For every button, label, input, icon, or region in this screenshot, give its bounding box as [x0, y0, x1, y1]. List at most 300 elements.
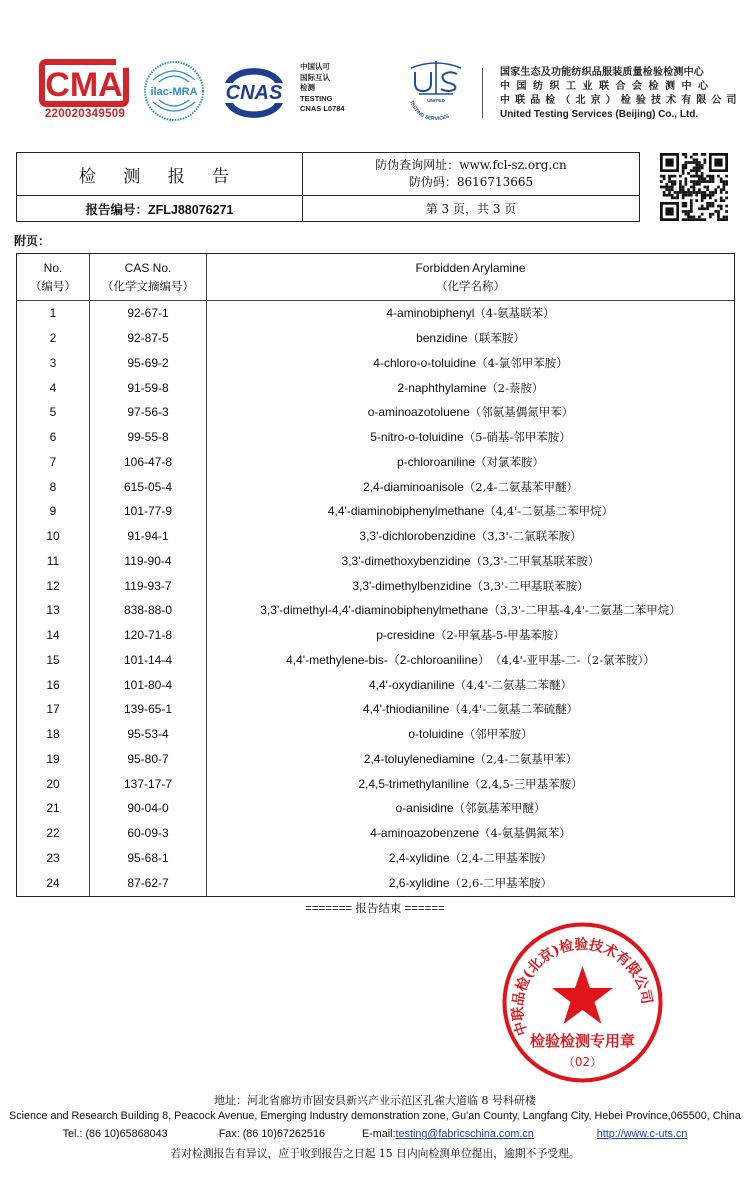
table-row: [17, 474, 734, 499]
qr-module: [676, 191, 679, 194]
qr-module: [714, 210, 717, 213]
cell-chemical-name: [207, 573, 734, 598]
qr-module: [701, 207, 704, 210]
qr-module: [720, 177, 723, 180]
qr-module: [725, 183, 728, 186]
qr-module: [714, 199, 717, 202]
qr-module: [725, 218, 728, 221]
chemical-name-en: 4-aminoazobenzene: [370, 826, 480, 841]
cell-cas-no: 95-69-2: [127, 355, 169, 370]
qr-module: [704, 158, 707, 161]
chemical-name-en: benzidine: [416, 331, 468, 346]
qr-module: [701, 180, 704, 183]
qr-module: [701, 175, 704, 178]
table-row: [17, 351, 734, 376]
qr-module: [671, 180, 674, 183]
qr-module: [682, 167, 685, 170]
qr-module: [660, 175, 663, 178]
footer-tel: Tel.: (86 10)65868043: [62, 1128, 168, 1140]
chemical-name-zh: （4,4'-亚甲基-二-（2-氯苯胺））: [489, 652, 655, 667]
ilac-text: ilac-MRA: [150, 86, 198, 98]
chemical-name-zh: （邻甲苯胺）: [463, 727, 533, 742]
ilac-mra-logo: [143, 60, 205, 122]
cell-no: 21: [46, 801, 60, 816]
qr-module: [723, 180, 726, 183]
qr-module: [684, 210, 687, 213]
footer-email-link[interactable]: testing@fabricschina.com.cn: [395, 1128, 534, 1140]
qr-module: [704, 207, 707, 210]
cell-no: 1: [49, 306, 57, 321]
qr-module: [668, 191, 671, 194]
cell-no: 13: [46, 603, 60, 618]
qr-module: [690, 216, 693, 219]
qr-module: [704, 197, 707, 200]
qr-module: [665, 183, 668, 186]
cell-cas-no: 101-80-4: [123, 677, 173, 692]
qr-module: [725, 197, 728, 200]
qr-module: [701, 199, 704, 202]
qr-module: [682, 164, 685, 167]
cell-cas-no: 101-14-4: [123, 652, 173, 667]
official-seal-stamp: [500, 920, 665, 1085]
qr-module: [695, 172, 698, 175]
qr-module: [684, 153, 687, 156]
qr-module: [679, 175, 682, 178]
cnas-caption: [300, 62, 345, 115]
footer-fax: Fax: (86 10)67262516: [218, 1128, 325, 1140]
qr-module: [698, 180, 701, 183]
table-row: [17, 846, 734, 871]
cell-cas-no: 120-71-8: [123, 628, 173, 643]
qr-module: [684, 218, 687, 221]
cell-chemical-name: [207, 747, 734, 772]
qr-module: [693, 158, 696, 161]
qr-module: [660, 186, 663, 189]
qr-code-icon[interactable]: [660, 153, 728, 221]
cell-cas-no: 92-67-1: [127, 306, 169, 321]
column-header-zh: （化学名称）: [436, 279, 505, 293]
qr-module: [698, 183, 701, 186]
cell-no: 16: [46, 677, 60, 692]
qr-module: [704, 218, 707, 221]
qr-module: [693, 186, 696, 189]
qr-module: [701, 218, 704, 221]
chemical-name-zh: （4,4'-二氨基二苯甲烷）: [484, 504, 614, 519]
qr-module: [717, 216, 720, 219]
table-row: [17, 549, 734, 574]
qr-module: [695, 199, 698, 202]
qr-module: [698, 161, 701, 164]
qr-module: [679, 183, 682, 186]
qr-module: [709, 194, 712, 197]
qr-module: [720, 207, 723, 210]
org-line-1: 国家生态及功能纺织品服装质量检验检测中心: [500, 67, 704, 78]
qr-module: [684, 202, 687, 205]
report-header-table: [16, 152, 640, 222]
cell-no: 3: [49, 355, 57, 370]
qr-module: [695, 191, 698, 194]
table-row: [17, 375, 734, 400]
chemical-name-zh: （4,4'-二氨基二苯醚）: [454, 677, 573, 692]
page-indicator: 第 3 页，共 3 页: [425, 202, 517, 216]
qr-module: [687, 218, 690, 221]
qr-module: [704, 186, 707, 189]
qr-module: [701, 167, 704, 170]
qr-module: [717, 218, 720, 221]
qr-module: [676, 197, 679, 200]
org-line-4: United Testing Services (Beijing) Co., Ltd.: [500, 109, 699, 120]
cell-no: 19: [46, 751, 60, 766]
qr-module: [690, 191, 693, 194]
qr-module: [698, 207, 701, 210]
cell-chemical-name: [207, 524, 734, 549]
cnas-caption-line: 检测: [300, 83, 315, 92]
column-header-name: [207, 254, 734, 300]
qr-module: [682, 191, 685, 194]
cell-chemical-name: [207, 598, 734, 623]
qr-module: [706, 205, 709, 208]
cnas-caption-line: TESTING: [300, 93, 333, 103]
qr-module: [695, 183, 698, 186]
qr-module: [725, 180, 728, 183]
qr-module: [712, 213, 715, 216]
chemical-name-en: p-cresidine: [376, 628, 435, 643]
qr-module: [682, 202, 685, 205]
column-header-en: CAS No.: [124, 261, 172, 275]
qr-module: [695, 164, 698, 167]
qr-module: [693, 183, 696, 186]
qr-module: [682, 194, 685, 197]
cnas-caption-line: CNAS L0784: [300, 104, 345, 113]
qr-module: [695, 194, 698, 197]
qr-module: [684, 167, 687, 170]
table-row: [17, 796, 734, 821]
qr-module: [690, 199, 693, 202]
qr-module: [701, 164, 704, 167]
footer-address-zh: 地址：河北省廊坊市固安县新兴产业示范区孔雀大道临 8 号科研楼: [214, 1094, 536, 1107]
qr-module: [709, 177, 712, 180]
table-row: [17, 524, 734, 549]
qr-module: [674, 175, 677, 178]
qr-module: [687, 191, 690, 194]
cell-cas-no: 97-56-3: [127, 405, 169, 420]
footer-website-link[interactable]: http://www.c-uts.cn: [596, 1128, 688, 1140]
qr-module: [682, 188, 685, 191]
cell-cas-no: 91-59-8: [127, 380, 169, 395]
qr-finder: [665, 158, 673, 166]
qr-module: [684, 194, 687, 197]
qr-module: [687, 172, 690, 175]
qr-module: [723, 188, 726, 191]
qr-module: [695, 153, 698, 156]
table-row: [17, 821, 734, 846]
logo-divider: [482, 68, 483, 118]
qr-module: [706, 202, 709, 205]
footer-contacts: [0, 1128, 750, 1140]
cell-cas-no: 137-17-7: [123, 776, 173, 791]
chemical-name-zh: （联苯胺）: [467, 331, 525, 346]
seal-code: （02）: [562, 1055, 603, 1069]
qr-module: [709, 202, 712, 205]
table-row: [17, 400, 734, 425]
cell-cas-no: 615-05-4: [123, 479, 173, 494]
qr-module: [687, 188, 690, 191]
qr-module: [690, 175, 693, 178]
report-number: 报告编号：ZFLJ88076271: [85, 202, 234, 217]
uts-logo: [405, 58, 467, 122]
cell-no: 18: [46, 727, 60, 742]
qr-module: [701, 153, 704, 156]
qr-module: [717, 175, 720, 178]
qr-module: [682, 153, 685, 156]
qr-module: [698, 216, 701, 219]
end-marker-left: =======: [305, 903, 353, 915]
qr-module: [684, 213, 687, 216]
qr-module: [693, 180, 696, 183]
qr-module: [704, 161, 707, 164]
qr-module: [682, 210, 685, 213]
cell-no: 15: [46, 652, 60, 667]
qr-module: [695, 167, 698, 170]
qr-module: [720, 188, 723, 191]
verification-info: [303, 153, 639, 195]
cell-no: 10: [46, 529, 60, 544]
cell-no: 8: [49, 479, 57, 494]
qr-module: [671, 183, 674, 186]
qr-module: [717, 213, 720, 216]
qr-module: [712, 191, 715, 194]
qr-finder: [714, 158, 722, 166]
cell-chemical-name: [207, 623, 734, 648]
cell-chemical-name: [207, 846, 734, 871]
verify-code: 防伪码：8616713665: [408, 175, 534, 189]
cell-no: 22: [46, 826, 60, 841]
cnas-caption-line: 国际互认: [300, 72, 330, 82]
qr-module: [720, 205, 723, 208]
qr-module: [709, 191, 712, 194]
footer-email-label: E-mail:: [361, 1128, 396, 1140]
qr-module: [695, 161, 698, 164]
chemical-name-en: 4-chloro-o-toluidine: [373, 355, 477, 370]
chemical-name-en: o-anisidine: [395, 801, 454, 816]
cell-cas-no: 91-94-1: [127, 529, 169, 544]
cell-no: 4: [49, 380, 57, 395]
qr-module: [671, 194, 674, 197]
cnas-logo: [215, 63, 293, 119]
end-marker-right: ======: [404, 903, 445, 915]
chemical-name-en: 4,4'-thiodianiline: [362, 702, 450, 717]
column-header-en: Forbidden Arylamine: [415, 261, 526, 275]
qr-module: [690, 161, 693, 164]
qr-module: [725, 175, 728, 178]
qr-module: [712, 205, 715, 208]
table-body: [17, 301, 734, 895]
cell-cas-no: 95-68-1: [127, 850, 169, 865]
qr-module: [663, 191, 666, 194]
cell-no: 14: [46, 628, 60, 643]
column-header-no: [17, 254, 89, 300]
qr-module: [701, 191, 704, 194]
cell-no: 12: [46, 578, 60, 593]
qr-module: [698, 218, 701, 221]
chemical-name-zh: （2,4-二氨基甲苯）: [474, 751, 578, 766]
qr-module: [660, 180, 663, 183]
qr-module: [674, 180, 677, 183]
qr-module: [679, 191, 682, 194]
qr-module: [687, 210, 690, 213]
cell-no: 9: [49, 504, 57, 519]
qr-module: [701, 177, 704, 180]
qr-module: [682, 218, 685, 221]
chemical-name-en: p-chloroaniline: [396, 454, 476, 469]
cell-chemical-name: [207, 499, 734, 524]
qr-module: [682, 197, 685, 200]
qr-module: [663, 194, 666, 197]
cell-cas-no: 95-53-4: [127, 727, 169, 742]
chemical-name-en: 3,3'-dimethylbenzidine: [352, 578, 472, 593]
qr-module: [671, 186, 674, 189]
qr-module: [687, 161, 690, 164]
footer-notice: 若对检测报告有异议，应于收到报告之日起 15 日内向检测单位提出，逾期不予受理。: [170, 1147, 580, 1160]
chemical-name-en: 3,3'-dimethyl-4,4'-diaminobiphenylmethane: [260, 603, 489, 618]
chemical-name-en: o-aminoazotoluene: [367, 405, 470, 420]
chemical-name-en: 2,4-diaminoanisole: [363, 479, 464, 494]
qr-module: [679, 186, 682, 189]
chemical-name-en: 4,4'-methylene-bis-（2-chloroaniline）: [286, 653, 490, 668]
uts-ring-text: TESTING SERVICES: [408, 99, 451, 122]
qr-module: [706, 186, 709, 189]
cell-cas-no: 95-80-7: [127, 751, 169, 766]
cell-no: 24: [46, 875, 60, 890]
column-header-cas: [90, 254, 206, 300]
table-row: [17, 870, 734, 895]
qr-module: [690, 210, 693, 213]
qr-module: [695, 169, 698, 172]
cell-chemical-name: [207, 326, 734, 351]
chemical-name-zh: （邻氨基苯甲醚）: [453, 801, 546, 816]
cell-chemical-name: [207, 722, 734, 747]
cell-cas-no: 106-47-8: [123, 454, 173, 469]
qr-module: [684, 183, 687, 186]
qr-module: [668, 177, 671, 180]
qr-module: [682, 172, 685, 175]
table-row: [17, 573, 734, 598]
qr-module: [690, 180, 693, 183]
qr-module: [693, 153, 696, 156]
qr-module: [709, 180, 712, 183]
qr-module: [668, 180, 671, 183]
chemical-name-en: 3,3'-dichlorobenzidine: [359, 529, 476, 544]
chemical-name-zh: （2,6-二甲基苯胺）: [449, 875, 553, 890]
qr-module: [709, 205, 712, 208]
chemical-name-en: 4,4'-diaminobiphenylmethane: [327, 504, 485, 519]
cell-chemical-name: [207, 648, 734, 673]
cell-chemical-name: [207, 697, 734, 722]
chemical-name-zh: （4-氨基联苯）: [474, 306, 555, 321]
qr-module: [720, 191, 723, 194]
qr-module: [668, 194, 671, 197]
cell-cas-no: 119-93-7: [124, 578, 172, 593]
chemical-name-zh: （4-氯邻甲苯胺）: [476, 355, 568, 370]
qr-module: [679, 188, 682, 191]
chemical-name-zh: （邻氨基偶氮甲苯）: [469, 405, 574, 420]
chemical-name-en: 4-aminobiphenyl: [386, 306, 475, 321]
qr-module: [698, 188, 701, 191]
qr-module: [690, 169, 693, 172]
cell-cas-no: 87-62-7: [127, 875, 169, 890]
chemical-name-zh: （3,3'-二甲基联苯胺）: [471, 578, 589, 593]
cell-cas-no: 92-87-5: [127, 331, 169, 346]
chemical-name-zh: （2-萘胺）: [486, 380, 544, 395]
cell-no: 7: [49, 454, 57, 469]
chemical-name-zh: （3,3'-二甲氧基联苯胺）: [470, 553, 600, 568]
column-header-en: No.: [43, 261, 63, 275]
cnas-letters: CNAS: [225, 82, 283, 104]
chemical-name-en: 4,4'-oxydianiline: [368, 677, 455, 692]
qr-module: [665, 186, 668, 189]
qr-module: [695, 158, 698, 161]
qr-module: [706, 194, 709, 197]
qr-module: [690, 186, 693, 189]
qr-module: [706, 188, 709, 191]
qr-module: [704, 177, 707, 180]
qr-module: [723, 218, 726, 221]
cell-chemical-name: [207, 450, 734, 475]
qr-module: [717, 210, 720, 213]
qr-module: [723, 183, 726, 186]
chemical-name-zh: （3,3'-二氯联苯胺）: [475, 529, 582, 544]
qr-module: [712, 180, 715, 183]
qr-finder: [665, 207, 673, 215]
table-row: [17, 697, 734, 722]
table-row: [17, 722, 734, 747]
seal-center-text: 检验检测专用章: [529, 1032, 636, 1050]
footer-address-en: Science and Research Building 8, Peacock Avenue, Emerging Industry demonstration zone, Gu'an County, Langfang City, Hebei Province,065500, China: [9, 1110, 741, 1122]
chemical-name-en: 2,6-xylidine: [388, 875, 450, 890]
qr-module: [684, 180, 687, 183]
chemical-name-zh: （2,4,5-三甲基苯胺）: [469, 776, 583, 791]
cell-chemical-name: [207, 301, 734, 326]
uts-ring-top: UNITED: [427, 99, 445, 104]
qr-module: [674, 191, 677, 194]
qr-module: [701, 197, 704, 200]
cell-no: 17: [46, 702, 60, 717]
qr-module: [684, 177, 687, 180]
table-row: [17, 747, 734, 772]
qr-module: [693, 191, 696, 194]
cell-no: 23: [46, 850, 60, 865]
qr-module: [684, 205, 687, 208]
qr-module: [725, 216, 728, 219]
qr-module: [709, 213, 712, 216]
table-row: [17, 301, 734, 326]
qr-module: [698, 177, 701, 180]
cell-no: 6: [49, 430, 57, 445]
qr-module: [701, 213, 704, 216]
qr-module: [676, 194, 679, 197]
qr-module: [682, 169, 685, 172]
table-row: [17, 648, 734, 673]
seal-ring-text: 中联品检(北京)检验技术有限公司: [510, 936, 655, 1038]
qr-module: [712, 175, 715, 178]
qr-module: [690, 156, 693, 159]
qr-module: [671, 197, 674, 200]
qr-module: [723, 216, 726, 219]
qr-module: [682, 205, 685, 208]
qr-module: [709, 175, 712, 178]
qr-module: [701, 205, 704, 208]
qr-module: [671, 175, 674, 178]
